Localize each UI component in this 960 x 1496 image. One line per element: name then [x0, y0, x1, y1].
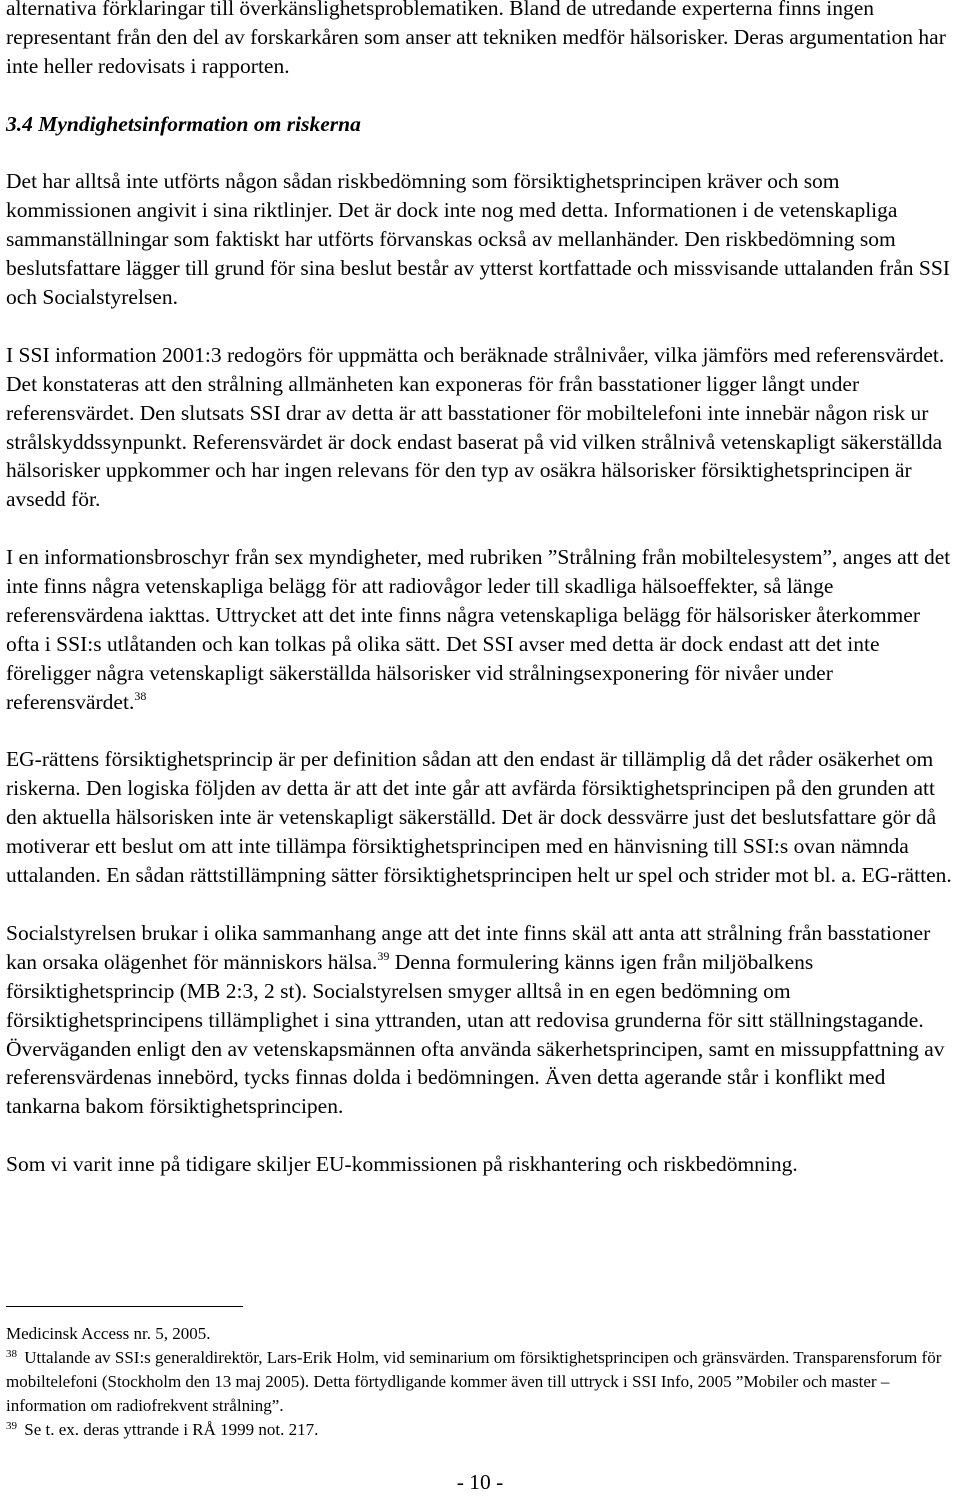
footnote-38-number: 38	[6, 1348, 17, 1360]
paragraph-intro: alternativa förklaringar till överkänslighetsproblematiken. Bland de utredande experterna finns ingen representant från den del av forskarkåren som anser att tekniken medför hälsorisker. Deras argumentation har inte heller redovisats i rapporten.	[6, 0, 946, 78]
paragraph-risk-assessment: Det har alltså inte utförts någon sådan riskbedömning som försiktighetsprincipen kräver och som kommissionen angivit i sina riktlinjer. Det är dock inte nog med detta. Informationen i de vetenskapliga sammanställningar som faktiskt har utförts förvanskas också av mellanhänder. Den riskbedömning som beslutsfattare lägger till grund för sina beslut består av ytterst kortfattade och missvisande uttalanden från SSI och Socialstyrelsen.	[6, 169, 950, 310]
footnote-39	[6, 1418, 956, 1442]
paragraph-ssi-information: I SSI information 2001:3 redogörs för uppmätta och beräknade strålnivåer, vilka jämförs med referensvärdet. Det konstateras att den strålning allmänheten kan exponeras för från basstationer ligger långt under referensvärdet. Den slutsats SSI drar av detta är att basstationer för mobiltelefoni inte innebär någon risk ur strålskyddssynpunkt. Referensvärdet är dock endast baserat på vid vilken strålnivå vetenskapligt säkerställda hälsorisker uppkommer och har ingen relevans för den typ av osäkra hälsorisker försiktighetsprincipen är avsedd för.	[6, 342, 945, 512]
footnote-38-text: Uttalande av SSI:s generaldirektör, Lars-Erik Holm, vid seminarium om försiktighetsprincipen och gränsvärden. Transparensforum för mobiltelefoni (Stockholm den 13 maj 2005). Detta förtydligande kommer även till uttryck i SSI Info, 2005 ”Mobiler och master – information om radiofrekvent strålning”.	[6, 1348, 942, 1415]
footnote-ref-39[interactable]: 39	[377, 948, 390, 963]
paragraph-socialstyrelsen-text-a: Socialstyrelsen brukar i olika sammanhang ange att det inte finns skäl att anta att strålning från basstationer kan orsaka olägenhet för människors hälsa.	[6, 920, 931, 974]
paragraph-brochure	[6, 543, 956, 716]
footnotes	[6, 1322, 956, 1442]
footnote-39-text: Se t. ex. deras yttrande i RÅ 1999 not. 217.	[20, 1420, 319, 1439]
footnote-38	[6, 1346, 956, 1418]
footnote-continuation: Medicinsk Access nr. 5, 2005.	[6, 1324, 211, 1343]
footnote-ref-38[interactable]: 38	[134, 688, 147, 703]
section-heading: 3.4 Myndighetsinformation om riskerna	[6, 111, 361, 136]
footnote-separator	[6, 1306, 243, 1307]
paragraph-eu-commission: Som vi varit inne på tidigare skiljer EU-kommissionen på riskhantering och riskbedömning.	[6, 1152, 798, 1177]
body-text	[6, 0, 956, 1208]
paragraph-eg-law: EG-rättens försiktighetsprincip är per definition sådan att den endast är tillämplig då det råder osäkerhet om riskerna. Den logiska följden av detta är att det inte går att avfärda försiktighetsprincipen på den grunden att den aktuella hälsorisken inte är vetenskapligt säkerställd. Det är dock dessvärre just det beslutsfattare gör då motiverar ett beslut om att inte tillämpa försiktighetsprincipen med en hänvisning till SSI:s ovan nämnda uttalanden. En sådan rättstillämpning sätter försiktighetsprincipen helt ur spel och strider mot bl. a. EG-rätten.	[6, 747, 952, 888]
page-number: - 10 -	[456, 1470, 504, 1494]
footnote-39-number: 39	[6, 1420, 17, 1432]
paragraph-socialstyrelsen-text-b: Denna formulering känns igen från miljöbalkens försiktighetsprincip (MB 2:3, 2 st). Socialstyrelsen smyger alltså in en egen bedömning om försiktighetsprincipens tillämplighet i sina yttranden, utan att redovisa grunderna för sitt ställningstagande. Överväganden enligt den av vetenskapsmännen ofta använda säkerhetsprincipen, samt en missuppfattning av referensvärdenas innebörd, tycks finnas dolda i bedömningen. Även detta agerande står i konflikt med tankarna bakom försiktighetsprincipen.	[6, 949, 945, 1119]
paragraph-brochure-text: I en informationsbroschyr från sex myndigheter, med rubriken ”Strålning från mobiltelesystem”, anges att det inte finns några vetenskapliga belägg för att radiovågor leder till skadliga hälsoeffekter, så länge referensvärdena iakttas. Uttrycket att det inte finns några vetenskapliga belägg för hälsorisker återkommer ofta i SSI:s utlåtanden och kan tolkas på olika sätt. Det SSI avser med detta är dock endast att det inte föreligger några vetenskapligt säkerställda hälsorisker vid strålningsexponering för nivåer under referensvärdet.	[6, 545, 951, 714]
paragraph-socialstyrelsen	[6, 919, 956, 1121]
